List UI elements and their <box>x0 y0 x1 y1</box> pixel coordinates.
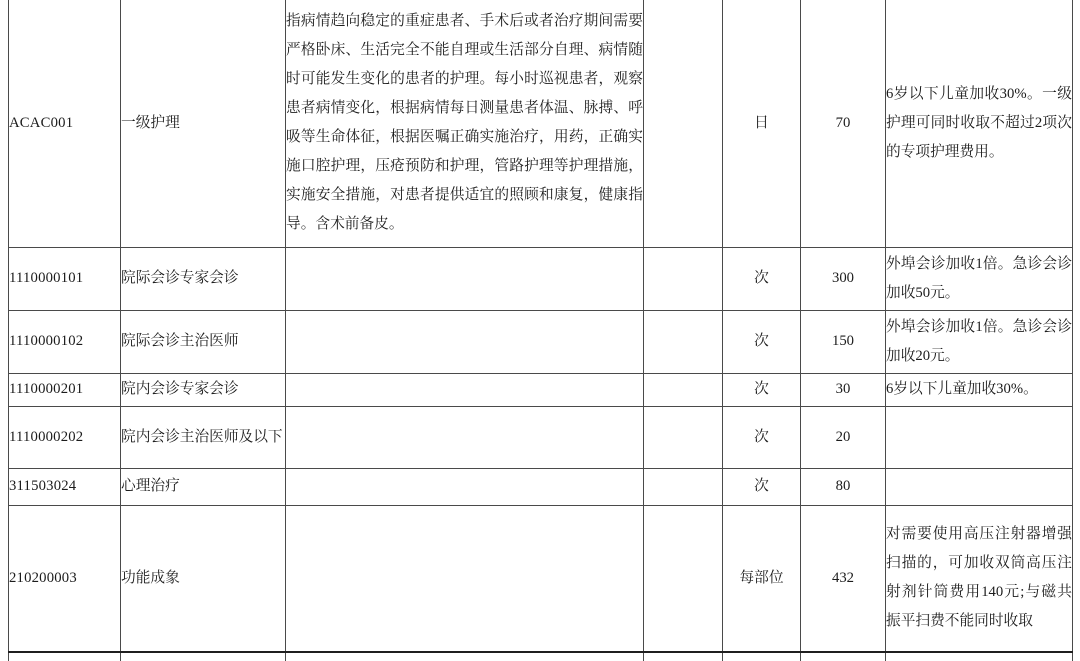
cell-price: 80 <box>801 468 886 505</box>
cell-note: 外埠会诊加收1倍。急诊会诊加收50元。 <box>886 247 1073 310</box>
cell-extra <box>644 505 723 652</box>
cell-unit <box>723 652 801 661</box>
table-row <box>9 373 1073 406</box>
cell-extra <box>644 247 723 310</box>
cell-name: 院内会诊专家会诊 <box>121 373 286 406</box>
cell-extra <box>644 468 723 505</box>
cell-price: 150 <box>801 310 886 373</box>
cell-extra <box>644 373 723 406</box>
cell-extra <box>644 310 723 373</box>
table-row <box>9 505 1073 652</box>
cell-code <box>9 652 121 661</box>
cell-note: 6岁以下儿童加收30%。 <box>886 373 1073 406</box>
cell-description <box>286 310 644 373</box>
table-row <box>9 0 1073 247</box>
cell-code: 311503024 <box>9 468 121 505</box>
cell-note: 对需要使用高压注射器增强扫描的，可加收双筒高压注射剂针筒费用140元;与磁共振平扫费不能同时收取 <box>886 505 1073 652</box>
cell-name <box>121 652 286 661</box>
cell-name: 功能成象 <box>121 505 286 652</box>
cell-description <box>286 468 644 505</box>
cell-note: 6岁以下儿童加收30%。一级护理可同时收取不超过2项次的专项护理费用。 <box>886 0 1073 247</box>
cell-description <box>286 247 644 310</box>
table-row <box>9 406 1073 468</box>
cell-extra <box>644 0 723 247</box>
cell-price: 70 <box>801 0 886 247</box>
cell-name: 院际会诊主治医师 <box>121 310 286 373</box>
table-row <box>9 652 1073 661</box>
cell-price: 30 <box>801 373 886 406</box>
cell-code: 1110000102 <box>9 310 121 373</box>
cell-code: 1110000202 <box>9 406 121 468</box>
cell-note <box>886 468 1073 505</box>
cell-extra <box>644 406 723 468</box>
cell-description <box>286 406 644 468</box>
cell-note <box>886 406 1073 468</box>
table-row <box>9 310 1073 373</box>
cell-description <box>286 652 644 661</box>
cell-code: 1110000101 <box>9 247 121 310</box>
cell-code: 1110000201 <box>9 373 121 406</box>
cell-name: 院际会诊专家会诊 <box>121 247 286 310</box>
cell-unit: 每部位 <box>723 505 801 652</box>
cell-price: 20 <box>801 406 886 468</box>
fee-table-body <box>9 0 1073 661</box>
fee-schedule-table <box>8 0 1073 661</box>
cell-unit: 次 <box>723 468 801 505</box>
cell-unit: 次 <box>723 406 801 468</box>
table-row <box>9 468 1073 505</box>
cell-unit: 次 <box>723 310 801 373</box>
cell-extra <box>644 652 723 661</box>
cell-code: 210200003 <box>9 505 121 652</box>
cell-unit: 次 <box>723 247 801 310</box>
cell-price <box>801 652 886 661</box>
cell-name: 心理治疗 <box>121 468 286 505</box>
cell-price: 432 <box>801 505 886 652</box>
cell-description: 指病情趋向稳定的重症患者、手术后或者治疗期间需要严格卧床、生活完全不能自理或生活部分自理、病情随时可能发生变化的患者的护理。每小时巡视患者，观察患者病情变化，根据病情每日测量患者体温、脉搏、呼吸等生命体征，根据医嘱正确实施治疗，用药，正确实施口腔护理，压疮预防和护理，管路护理等护理措施，实施安全措施，对患者提供适宜的照顾和康复，健康指导。含术前备皮。 <box>286 0 644 247</box>
cell-unit: 次 <box>723 373 801 406</box>
cell-unit: 日 <box>723 0 801 247</box>
cell-name: 院内会诊主治医师及以下 <box>121 406 286 468</box>
cell-description <box>286 505 644 652</box>
cell-code: ACAC001 <box>9 0 121 247</box>
cell-name: 一级护理 <box>121 0 286 247</box>
cell-note <box>886 652 1073 661</box>
table-row <box>9 247 1073 310</box>
cell-note: 外埠会诊加收1倍。急诊会诊加收20元。 <box>886 310 1073 373</box>
cell-description <box>286 373 644 406</box>
cell-price: 300 <box>801 247 886 310</box>
